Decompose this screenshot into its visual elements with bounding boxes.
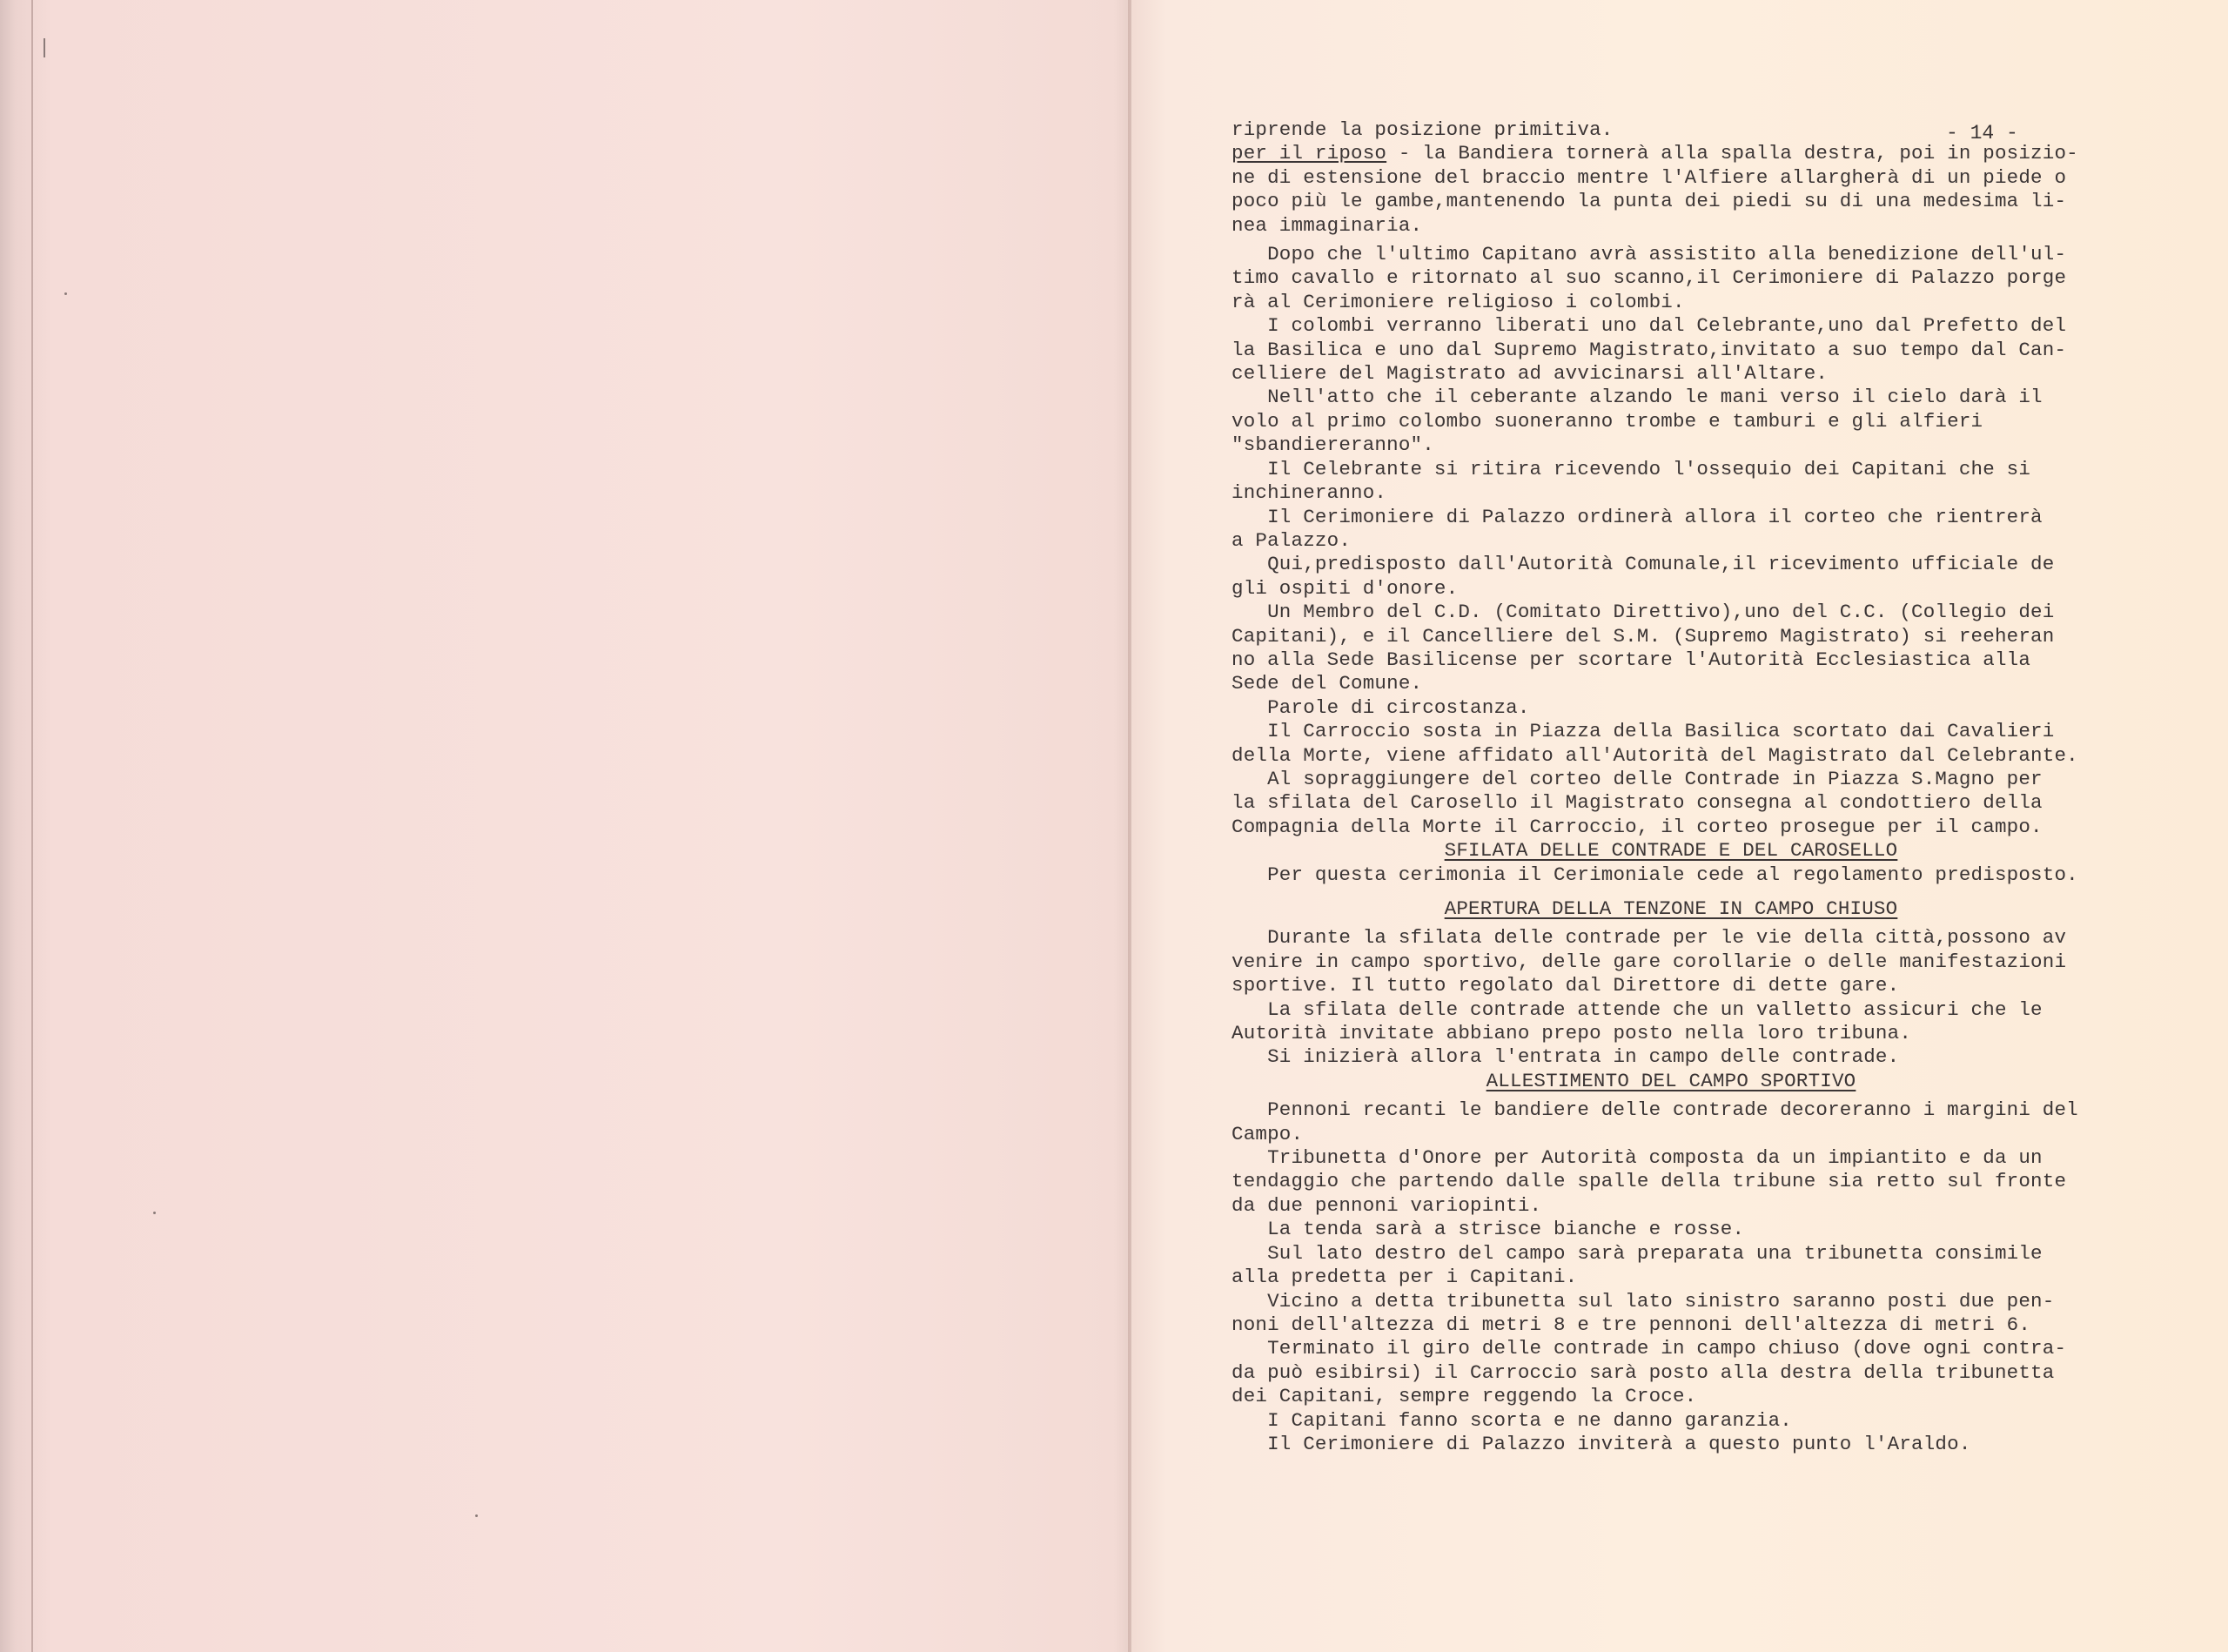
text-line: Pennoni recanti le bandiere delle contrade decoreranno i margini del	[1231, 1098, 2078, 1122]
text-line: Il Celebrante si ritira ricevendo l'ossequio dei Capitani che si	[1231, 457, 2031, 480]
text-line: Campo.	[1231, 1122, 1304, 1145]
text-line: La tenda sarà a strisce bianche e rosse.	[1231, 1218, 1745, 1241]
paper-speck	[64, 292, 67, 295]
text-line: Parole di circostanza.	[1231, 695, 1530, 719]
text-line: Nell'atto che il ceberante alzando le mani verso il cielo darà il	[1231, 386, 2043, 409]
text-line: celliere del Magistrato ad avvicinarsi all'Altare.	[1231, 362, 1829, 386]
text-line: alla predetta per i Capitani.	[1231, 1266, 1578, 1289]
text-line: Si inizierà allora l'entrata in campo delle contrade.	[1231, 1045, 1900, 1069]
text-line: venire in campo sportivo, delle gare corollarie o delle manifestazioni	[1231, 950, 2067, 973]
text-line: da può esibirsi) il Carroccio sarà posto alla destra della tribunetta	[1231, 1360, 2055, 1384]
text-line: ne di estensione del braccio mentre l'Alfiere allargherà di un piede o	[1231, 165, 2067, 189]
text-line: Dopo che l'ultimo Capitano avrà assistito alla benedizione dell'ul-	[1231, 243, 2067, 266]
section-heading: APERTURA DELLA TENZONE IN CAMPO CHIUSO	[1444, 897, 1898, 920]
text-line: no alla Sede Basilicense per scortare l'Autorità Ecclesiastica alla	[1231, 648, 2031, 671]
text-line: La sfilata delle contrade attende che un valletto assicuri che le	[1231, 997, 2043, 1021]
text-line: la Basilica e uno dal Supremo Magistrato,invitato a suo tempo dal Can-	[1231, 338, 2067, 361]
text-line: Sede del Comune.	[1231, 672, 1423, 695]
text-line: Tribunetta d'Onore per Autorità composta da un impiantito e da un	[1231, 1146, 2043, 1170]
paper-speck	[475, 1514, 478, 1517]
text-line: Vicino a detta tribunetta sul lato sinistro saranno posti due pen-	[1231, 1289, 2055, 1313]
text-line	[1231, 142, 2111, 165]
text-line: Compagnia della Morte il Carroccio, il corteo prosegue per il campo.	[1231, 815, 2043, 838]
left-page-edge	[31, 0, 33, 1652]
text-line: Terminato il giro delle contrade in campo chiuso (dove ogni contra-	[1231, 1337, 2067, 1360]
text-line: noni dell'altezza di metri 8 e tre pennoni dell'altezza di metri 6.	[1231, 1313, 2031, 1336]
page-number: - 14 -	[1946, 122, 2018, 144]
text-line: dei Capitani, sempre reggendo la Croce.	[1231, 1385, 1697, 1408]
text-line: Al sopraggiungere del corteo delle Contrade in Piazza S.Magno per	[1231, 767, 2043, 790]
text-line: Autorità invitate abbiano prepo posto nella loro tribuna.	[1231, 1022, 1912, 1045]
text-line: timo cavallo e ritornato al suo scanno,il Cerimoniere di Palazzo porge	[1231, 266, 2067, 290]
text-line: nea immaginaria.	[1231, 213, 1423, 237]
text-run: - la Bandiera tornerà alla spalla destra, poi in posizio-	[1386, 142, 2078, 165]
text-line: I colombi verranno liberati uno dal Celebrante,uno dal Prefetto del	[1231, 314, 2067, 338]
text-line: a Palazzo.	[1231, 528, 1352, 552]
text-line: riprende la posizione primitiva.	[1231, 118, 1614, 141]
text-line: Per questa cerimonia il Cerimoniale cede al regolamento predisposto.	[1231, 863, 2078, 886]
text-line: Un Membro del C.D. (Comitato Direttivo),uno del C.C. (Collegio dei	[1231, 601, 2055, 624]
underlined-term: per il riposo	[1231, 142, 1387, 165]
text-line: Il Carroccio sosta in Piazza della Basilica scortato dai Cavalieri	[1231, 720, 2055, 743]
section-heading: ALLESTIMENTO DEL CAMPO SPORTIVO	[1486, 1069, 1856, 1092]
text-line: Il Cerimoniere di Palazzo ordinerà allora il corteo che rientrerà	[1231, 505, 2043, 528]
typewritten-text	[1231, 118, 2111, 1456]
paper-speck	[44, 38, 45, 57]
text-line: rà al Cerimoniere religioso i colombi.	[1231, 290, 1685, 313]
text-line: gli ospiti d'onore.	[1231, 576, 1459, 600]
text-line: la sfilata del Carosello il Magistrato consegna al condottiero della	[1231, 791, 2043, 815]
text-line: "sbandiereranno".	[1231, 433, 1434, 457]
text-line: tendaggio che partendo dalle spalle della tribune sia retto sul fronte	[1231, 1170, 2067, 1193]
text-line: da due pennoni variopinti.	[1231, 1193, 1542, 1217]
text-line: inchineranno.	[1231, 481, 1387, 505]
text-line: Sul lato destro del campo sarà preparata una tribunetta consimile	[1231, 1241, 2043, 1265]
section-heading: SFILATA DELLE CONTRADE E DEL CAROSELLO	[1444, 839, 1898, 863]
text-line: poco più le gambe,mantenendo la punta dei piedi su di una medesima li-	[1231, 190, 2067, 213]
paper-speck	[153, 1212, 156, 1214]
text-line: I Capitani fanno scorta e ne danno garanzia.	[1231, 1408, 1793, 1432]
text-line: Il Cerimoniere di Palazzo inviterà a questo punto l'Araldo.	[1231, 1432, 1971, 1455]
text-line: della Morte, viene affidato all'Autorità del Magistrato dal Celebrante.	[1231, 743, 2078, 767]
text-line: sportive. Il tutto regolato dal Direttore di dette gare.	[1231, 974, 1900, 997]
text-line: Qui,predisposto dall'Autorità Comunale,il ricevimento ufficiale de	[1231, 553, 2055, 576]
text-line: Capitani), e il Cancelliere del S.M. (Supremo Magistrato) si reeheran	[1231, 624, 2055, 648]
text-line: Durante la sfilata delle contrade per le vie della città,possono av	[1231, 926, 2067, 950]
text-line: volo al primo colombo suoneranno trombe e tamburi e gli alfieri	[1231, 409, 1983, 433]
